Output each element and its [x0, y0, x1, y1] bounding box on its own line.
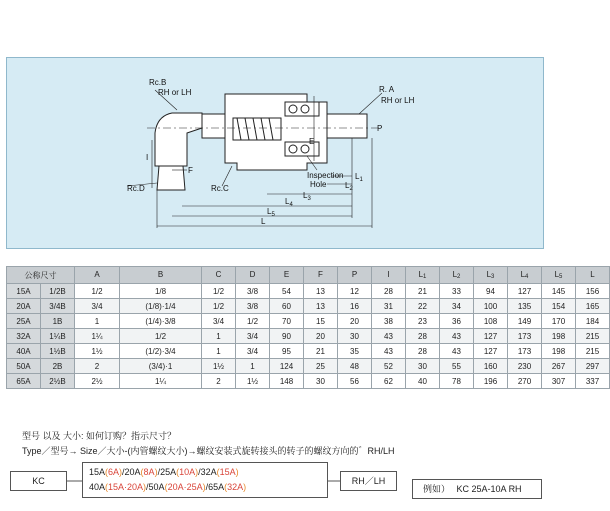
- size-cell: 3/4B: [41, 299, 75, 314]
- header-col: $L_1$: [406, 267, 440, 284]
- elbow-outlet: [157, 166, 185, 190]
- label-l5: $L_5$: [267, 207, 275, 218]
- table-cell: 1/2: [202, 284, 236, 299]
- size-cell: 65A: [7, 374, 41, 389]
- connector-2: [328, 480, 340, 482]
- size-option-part: ): [202, 482, 206, 492]
- size-option-part: (: [216, 467, 220, 477]
- table-cell: 13: [304, 284, 338, 299]
- table-cell: 198: [542, 329, 576, 344]
- table-cell: 28: [406, 329, 440, 344]
- table-cell: 3/8: [236, 284, 270, 299]
- label-rcc: Rc.C: [211, 184, 229, 193]
- table-cell: 127: [474, 329, 508, 344]
- table-cell: 35: [338, 344, 372, 359]
- label-l: L: [261, 217, 266, 226]
- table-cell: 3/4: [236, 344, 270, 359]
- header-col: I: [372, 267, 406, 284]
- table-cell: 127: [508, 284, 542, 299]
- table-cell: 156: [576, 284, 610, 299]
- table-cell: 23: [406, 314, 440, 329]
- type-box: KC: [10, 471, 67, 491]
- table-cell: 149: [508, 314, 542, 329]
- size-option-part: ): [243, 482, 247, 492]
- order-instruction: Type／型号→ Size／大小-(内管螺纹大小)→螺纹安装式旋转接头的转子的螺纹方向的゛RH/LH: [22, 446, 395, 456]
- table-row: [7, 359, 610, 374]
- table-cell: 48: [338, 359, 372, 374]
- table-cell: 70: [270, 314, 304, 329]
- table-cell: 43: [372, 344, 406, 359]
- table-cell: 43: [440, 344, 474, 359]
- table-cell: 1/2: [120, 329, 202, 344]
- header-col: $L_2$: [440, 267, 474, 284]
- size-option-part: (: [164, 482, 168, 492]
- table-header-row: [7, 267, 610, 284]
- table-cell: 21: [304, 344, 338, 359]
- table-cell: 28: [406, 344, 440, 359]
- example-value: KC 25A-10A RH: [456, 484, 522, 494]
- right-nipple: [327, 114, 367, 138]
- size-option-part: /32A: [198, 467, 217, 477]
- table-cell: 173: [508, 344, 542, 359]
- table-cell: 90: [270, 329, 304, 344]
- table-cell: 52: [372, 359, 406, 374]
- table-cell: 30: [338, 329, 372, 344]
- size-option-part: ): [119, 467, 123, 477]
- table-cell: 1: [202, 329, 236, 344]
- size-option-part: 15A: [89, 467, 106, 477]
- size-option-part: (: [176, 467, 180, 477]
- label-l3: $L_3$: [303, 191, 311, 202]
- table-cell: 3/8: [236, 299, 270, 314]
- header-size: 公称尺寸: [7, 267, 75, 284]
- table-cell: 3/4: [202, 314, 236, 329]
- table-cell: 20: [304, 329, 338, 344]
- table-cell: 165: [576, 299, 610, 314]
- table-cell: 1½: [236, 374, 270, 389]
- size-options-line-2: [89, 482, 246, 492]
- table-cell: (1/8)·1/4: [120, 299, 202, 314]
- size-option-part: 8A: [143, 467, 155, 477]
- table-cell: 307: [542, 374, 576, 389]
- table-cell: 15: [304, 314, 338, 329]
- table-cell: 337: [576, 374, 610, 389]
- table-cell: 2: [202, 374, 236, 389]
- size-option-part: ): [235, 467, 239, 477]
- table-cell: 267: [542, 359, 576, 374]
- table-cell: 33: [440, 284, 474, 299]
- table-cell: 230: [508, 359, 542, 374]
- size-option-part: ): [154, 467, 158, 477]
- table-cell: 40: [406, 374, 440, 389]
- table-cell: 20: [338, 314, 372, 329]
- table-cell: 198: [542, 344, 576, 359]
- table-cell: 38: [372, 314, 406, 329]
- table-cell: 124: [270, 359, 304, 374]
- size-option-part: (: [105, 482, 109, 492]
- label-f: F: [188, 166, 193, 175]
- table-cell: (1/2)·3/4: [120, 344, 202, 359]
- label-ra: R. A: [379, 85, 395, 94]
- label-inspection: Inspection: [307, 171, 344, 180]
- table-cell: 62: [372, 374, 406, 389]
- table-cell: 54: [270, 284, 304, 299]
- size-option-part: /20A: [122, 467, 141, 477]
- label-l2: $L_2$: [345, 181, 353, 192]
- header-col: $L_3$: [474, 267, 508, 284]
- label-rcb: Rc.B: [149, 78, 167, 87]
- table-cell: 95: [270, 344, 304, 359]
- size-option-part: ): [143, 482, 147, 492]
- table-cell: 145: [542, 284, 576, 299]
- header-col: P: [338, 267, 372, 284]
- table-cell: 2: [75, 359, 120, 374]
- size-option-part: /65A: [205, 482, 225, 492]
- table-cell: 3/4: [75, 299, 120, 314]
- table-cell: 270: [508, 374, 542, 389]
- header-col: D: [236, 267, 270, 284]
- table-cell: 28: [372, 284, 406, 299]
- table-row: [7, 314, 610, 329]
- table-row: [7, 284, 610, 299]
- table-cell: 30: [406, 359, 440, 374]
- label-e: E: [309, 137, 315, 146]
- size-box: [82, 462, 328, 498]
- label-l1: $L_1$: [355, 172, 363, 183]
- size-option-part: 6A: [108, 467, 120, 477]
- size-cell: 25A: [7, 314, 41, 329]
- table-cell: 1¼: [120, 374, 202, 389]
- table-cell: 31: [372, 299, 406, 314]
- table-cell: 1/2: [236, 314, 270, 329]
- header-col: L: [576, 267, 610, 284]
- table-cell: 55: [440, 359, 474, 374]
- table-cell: 148: [270, 374, 304, 389]
- table-cell: 12: [338, 284, 372, 299]
- header-col: $L_4$: [508, 267, 542, 284]
- table-cell: 3/4: [236, 329, 270, 344]
- size-option-part: ): [195, 467, 199, 477]
- label-rcd: Rc.D: [127, 184, 145, 193]
- header-col: A: [75, 267, 120, 284]
- table-cell: 1/8: [120, 284, 202, 299]
- size-cell: 50A: [7, 359, 41, 374]
- header-col: C: [202, 267, 236, 284]
- size-option-part: (: [105, 467, 109, 477]
- header-col: $L_5$: [542, 267, 576, 284]
- table-cell: 108: [474, 314, 508, 329]
- table-cell: 1¼: [75, 329, 120, 344]
- table-row: [7, 329, 610, 344]
- header-col: E: [270, 267, 304, 284]
- table-cell: 170: [542, 314, 576, 329]
- size-option-part: /25A: [157, 467, 177, 477]
- label-l4: $L_4$: [285, 197, 293, 208]
- table-cell: 13: [304, 299, 338, 314]
- size-cell: 20A: [7, 299, 41, 314]
- table-cell: 1: [202, 344, 236, 359]
- table-cell: 60: [270, 299, 304, 314]
- size-option-part: 40A: [89, 482, 106, 492]
- spring: [233, 118, 281, 140]
- table-cell: 34: [440, 299, 474, 314]
- label-rh-lh-right: RH or LH: [381, 96, 415, 105]
- size-option-part: /50A: [146, 482, 165, 492]
- size-option-part: 15A·20A: [108, 482, 144, 492]
- size-cell: 40A: [7, 344, 41, 359]
- size-option-part: 10A: [179, 467, 196, 477]
- table-cell: (1/4)·3/8: [120, 314, 202, 329]
- technical-drawing: [6, 57, 544, 249]
- size-option-part: 15A: [219, 467, 236, 477]
- table-cell: 56: [338, 374, 372, 389]
- label-i: I: [146, 153, 149, 162]
- size-cell: 32A: [7, 329, 41, 344]
- size-cell: 15A: [7, 284, 41, 299]
- table-cell: 100: [474, 299, 508, 314]
- table-cell: 2½: [75, 374, 120, 389]
- size-option-part: 32A: [227, 482, 244, 492]
- table-cell: 215: [576, 344, 610, 359]
- table-cell: 127: [474, 344, 508, 359]
- size-cell: 2B: [41, 359, 75, 374]
- header-col: F: [304, 267, 338, 284]
- size-option-part: 20A·25A: [167, 482, 203, 492]
- elbow-body: [155, 113, 202, 166]
- table-cell: 173: [508, 329, 542, 344]
- size-option-part: (: [224, 482, 228, 492]
- size-options-line-1: [89, 467, 239, 477]
- table-cell: 43: [372, 329, 406, 344]
- table-cell: 135: [508, 299, 542, 314]
- label-p: P: [377, 124, 383, 133]
- label-rh-lh-left: RH or LH: [158, 88, 192, 97]
- table-cell: 1/2: [75, 284, 120, 299]
- dimension-table: [6, 266, 610, 389]
- order-question: 型号 以及 大小: 如何订购？指示尺寸？: [22, 431, 177, 441]
- table-row: [7, 299, 610, 314]
- size-option-part: (: [140, 467, 144, 477]
- connector-1: [67, 480, 82, 482]
- table-cell: 22: [406, 299, 440, 314]
- rhlh-box: RH／LH: [340, 471, 397, 491]
- table-cell: 154: [542, 299, 576, 314]
- table-row: [7, 344, 610, 359]
- joint-drawing-svg: [7, 58, 545, 250]
- size-cell: 1½B: [41, 344, 75, 359]
- table-cell: 94: [474, 284, 508, 299]
- size-cell: 2½B: [41, 374, 75, 389]
- table-cell: 43: [440, 329, 474, 344]
- table-cell: 184: [576, 314, 610, 329]
- table-cell: (3/4)·1: [120, 359, 202, 374]
- example-box: [412, 479, 542, 499]
- header-col: B: [120, 267, 202, 284]
- size-cell: 1B: [41, 314, 75, 329]
- table-cell: 16: [338, 299, 372, 314]
- size-cell: 1¼B: [41, 329, 75, 344]
- table-row: [7, 374, 610, 389]
- label-hole: Hole: [310, 180, 327, 189]
- table-cell: 160: [474, 359, 508, 374]
- table-cell: 1: [75, 314, 120, 329]
- table-cell: 1/2: [202, 299, 236, 314]
- example-label: 例如）: [423, 484, 451, 494]
- table-cell: 215: [576, 329, 610, 344]
- table-cell: 21: [406, 284, 440, 299]
- table-cell: 196: [474, 374, 508, 389]
- table-cell: 1½: [75, 344, 120, 359]
- table-cell: 1½: [202, 359, 236, 374]
- table-cell: 36: [440, 314, 474, 329]
- table-cell: 297: [576, 359, 610, 374]
- table-cell: 30: [304, 374, 338, 389]
- table-cell: 1: [236, 359, 270, 374]
- table-cell: 25: [304, 359, 338, 374]
- size-cell: 1/2B: [41, 284, 75, 299]
- table-cell: 78: [440, 374, 474, 389]
